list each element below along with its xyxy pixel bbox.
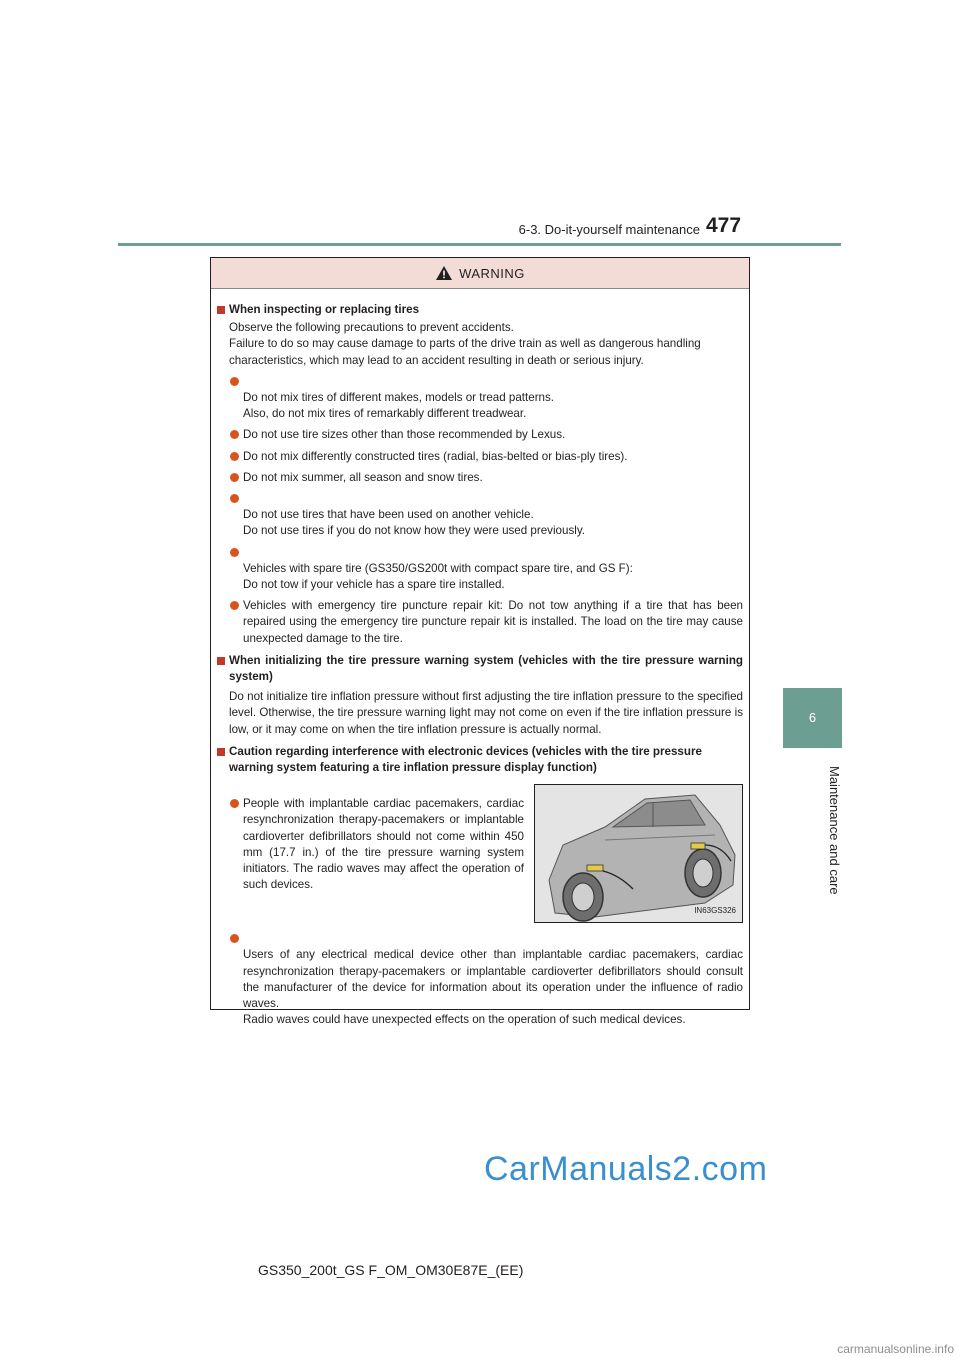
- warning-triangle-icon: [435, 265, 453, 281]
- header-divider: [118, 243, 841, 246]
- bullet-dot-icon: [230, 601, 239, 610]
- bullet-dot-icon: [230, 452, 239, 461]
- list-item: Do not use tires that have been used on another vehicle. Do not use tires if you do not know how they were used previously.: [217, 491, 743, 540]
- figure-id: IN63GS326: [694, 906, 736, 916]
- section-heading: When inspecting or replacing tires: [217, 302, 743, 318]
- warning-body: [211, 289, 749, 1029]
- bullet-dot-icon: [230, 377, 239, 386]
- section-text: Observe the following precautions to prevent accidents. Failure to do so may cause damage to parts of the drive train as well as dangerous handling characteristics, which may lead to an accident resulting in death or serious injury.: [229, 321, 701, 367]
- list-item: Do not mix summer, all season and snow tires.: [217, 470, 743, 486]
- warning-header: [211, 258, 749, 289]
- chapter-label: Maintenance and care: [827, 765, 842, 895]
- warning-title: WARNING: [459, 265, 525, 281]
- list-item: Vehicles with spare tire (GS350/GS200t with compact spare tire, and GS F): Do not tow if your vehicle has a spare tire installed.: [217, 545, 743, 594]
- bullet-dot-icon: [230, 548, 239, 557]
- square-bullet-icon: [217, 657, 225, 665]
- footer-model-code: GS350_200t_GS F_OM_OM30E87E_(EE): [258, 1262, 524, 1278]
- car-drawing: [535, 785, 742, 922]
- list-item: Do not mix tires of different makes, models or tread patterns. Also, do not mix tires of remarkably different treadwear.: [217, 374, 743, 423]
- figure-row: [217, 784, 743, 923]
- warning-box: [210, 257, 750, 1027]
- section-heading: Caution regarding interference with electronic devices (vehicles with the tire pressure warning system featuring a tire inflation pressure display function): [217, 744, 743, 776]
- bullet-dot-icon: [230, 799, 239, 808]
- bullet-dot-icon: [230, 473, 239, 482]
- bullet-dot-icon: [230, 430, 239, 439]
- page-number: 477: [706, 214, 742, 237]
- square-bullet-icon: [217, 748, 225, 756]
- watermark-logo: CarManuals2.com: [484, 1150, 768, 1188]
- list-item: Users of any electrical medical device other than implantable cardiac pacemakers, cardiac resynchronization therapy-pacemakers or implantable cardioverter defibrillators should consult the manufacturer of the device for information about its operation under the influence of radio waves. Radio waves could have unexpected effects on the operation of such medical devices.: [217, 931, 743, 1028]
- list-item: People with implantable cardiac pacemakers, cardiac resynchronization therapy-pacemakers or implantable cardioverter defibrillators should not come within 450 mm (17.7 in.) of the tire pressure warning system initiators. The radio waves may affect the operation of such devices.: [217, 796, 524, 923]
- footer-site: carmanualsonline.info: [837, 1342, 954, 1356]
- list-item: Do not mix differently constructed tires (radial, bias-belted or bias-ply tires).: [217, 449, 743, 465]
- bullet-dot-icon: [230, 934, 239, 943]
- list-item: Vehicles with emergency tire puncture repair kit: Do not tow anything if a tire that has been repaired using the emergency tire puncture repair kit is installed. The load on the tire may cause unexpected damage to the tire.: [217, 598, 743, 647]
- chapter-tab: 6: [783, 688, 842, 748]
- car-illustration: [534, 784, 743, 923]
- square-bullet-icon: [217, 306, 225, 314]
- section-text: Do not initialize tire inflation pressure without first adjusting the tire inflation pressure to the specified level. Otherwise, the tire pressure warning light may not come on even if the tire inflation pressure is low, or it may come on when the tire inflation pressure is actually normal.: [229, 690, 743, 736]
- list-item: Do not use tire sizes other than those recommended by Lexus.: [217, 427, 743, 443]
- bullet-dot-icon: [230, 494, 239, 503]
- section-title: 6-3. Do-it-yourself maintenance: [518, 222, 700, 237]
- section-heading: When initializing the tire pressure warning system (vehicles with the tire pressure warning system): [217, 653, 743, 685]
